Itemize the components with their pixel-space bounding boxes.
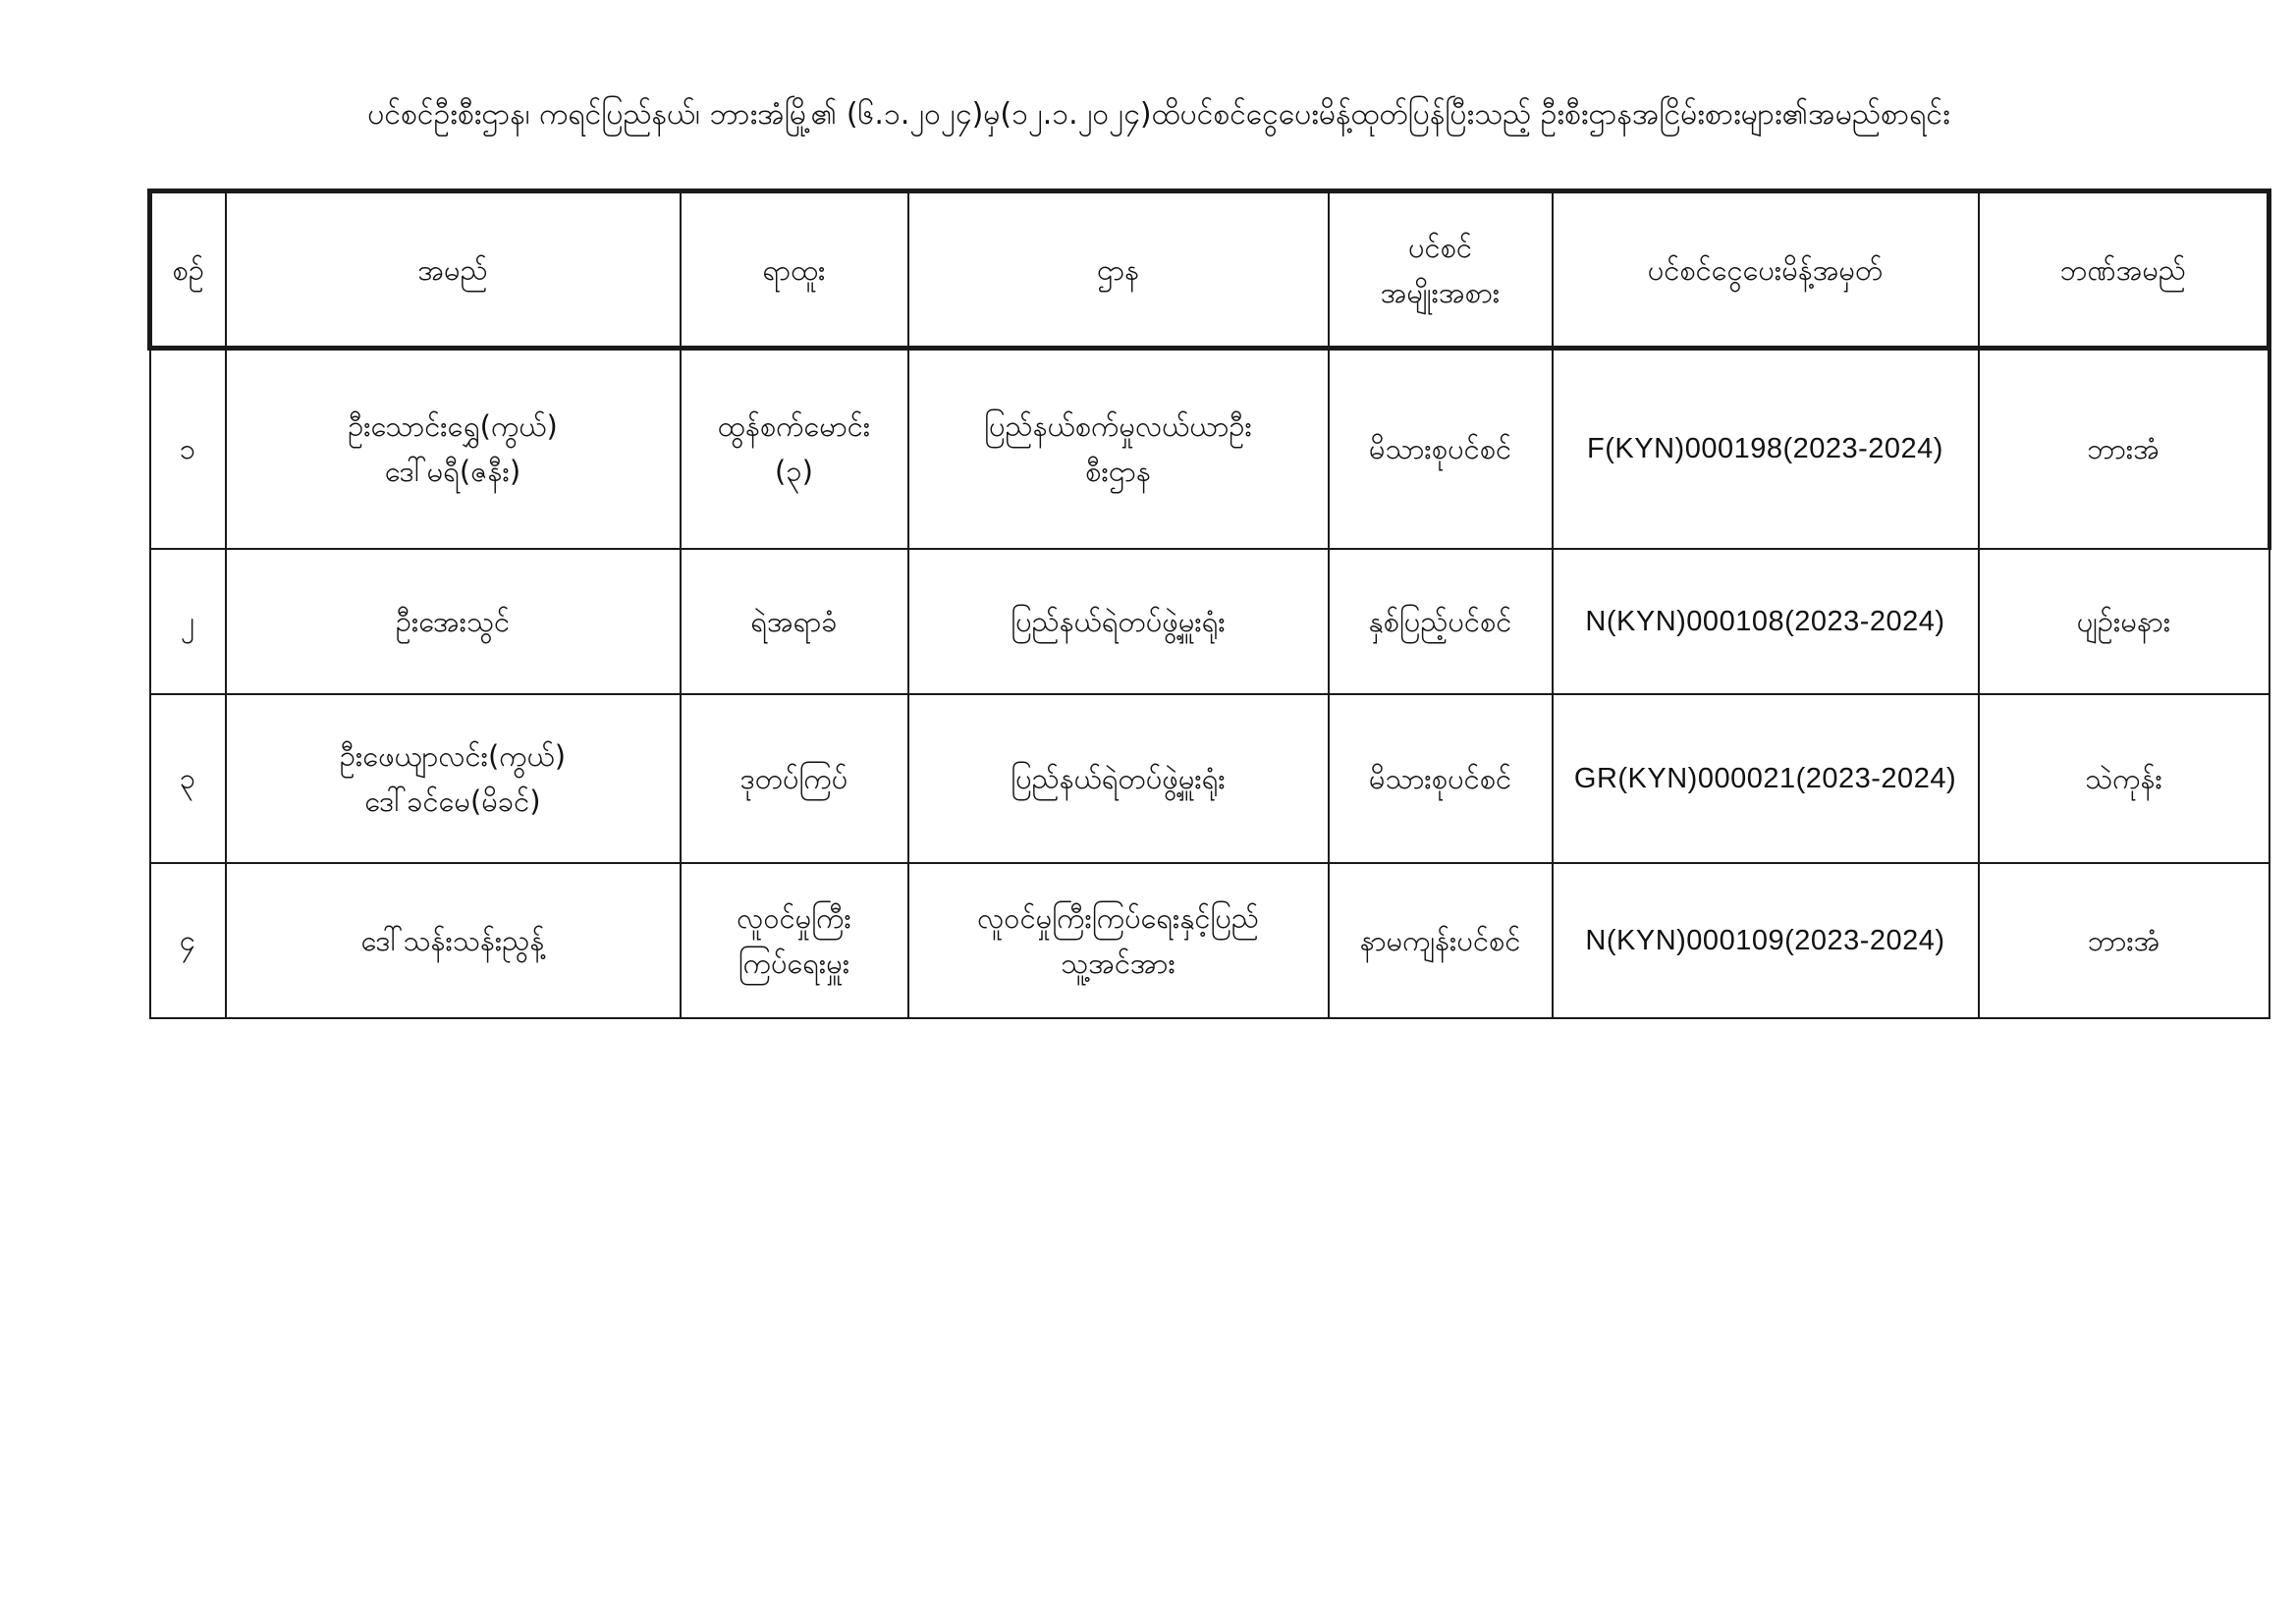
cell-no: ၄ <box>150 863 226 1018</box>
cell-department-line1: ပြည်နယ်ရဲတပ်ဖွဲ့မှူးရုံး <box>1011 761 1226 795</box>
table-row <box>150 863 2269 1018</box>
cell-name-line1: ဒေါ်သန်းသန်းညွန့် <box>360 923 545 957</box>
header-pension-type-line2: အမျိုးအစား <box>1380 275 1501 309</box>
cell-department <box>908 694 1329 863</box>
cell-name-line2: ဒေါ်မရီ(ဇနီး) <box>384 455 521 489</box>
cell-bank: ပျဉ်းမနား <box>1979 549 2269 694</box>
table-row <box>150 349 2269 549</box>
cell-bank: သဲကုန်း <box>1979 694 2269 863</box>
cell-no: ၁ <box>150 349 226 549</box>
cell-department-line1: လူဝင်မှုကြီးကြပ်ရေးနှင့်ပြည် <box>977 900 1259 935</box>
cell-bank: ဘားအံ <box>1979 863 2269 1018</box>
cell-pension-type: နှစ်ပြည့်ပင်စင် <box>1329 549 1553 694</box>
cell-pension-type: နာမကျန်းပင်စင် <box>1329 863 1553 1018</box>
cell-pension-type: မိသားစုပင်စင် <box>1329 694 1553 863</box>
pension-list-table <box>147 189 2271 1019</box>
cell-name-line1: ဦးသောင်းရွှေ(ကွယ်) <box>348 409 558 444</box>
cell-name-line2: ဒေါ်ခင်မေ(မိခင်) <box>364 784 541 818</box>
header-pension-type <box>1329 191 1553 349</box>
cell-name-line1: ဦးအေးသွင် <box>395 604 511 638</box>
cell-rank-line1: လူဝင်မှုကြီး <box>737 900 851 935</box>
cell-pension-number: N(KYN)000108(2023-2024) <box>1553 549 1979 694</box>
cell-rank <box>681 694 908 863</box>
header-department: ဌာန <box>908 191 1329 349</box>
cell-bank: ဘားအံ <box>1979 349 2269 549</box>
cell-rank <box>681 863 908 1018</box>
header-rank: ရာထူး <box>681 191 908 349</box>
cell-name <box>226 863 681 1018</box>
cell-department-line2: စီးဌာန <box>1085 455 1151 489</box>
cell-department-line1: ပြည်နယ်စက်မှုလယ်ယာဦး <box>984 409 1252 444</box>
cell-name <box>226 349 681 549</box>
cell-rank <box>681 349 908 549</box>
cell-no: ၂ <box>150 549 226 694</box>
cell-rank-line2: (၃) <box>775 455 813 489</box>
header-pension-type-line1: ပင်စင် <box>1407 230 1473 264</box>
cell-name <box>226 549 681 694</box>
header-bank: ဘဏ်အမည် <box>1979 191 2269 349</box>
table-row <box>150 694 2269 863</box>
cell-rank-line1: ဒုတပ်ကြပ် <box>739 761 848 795</box>
cell-pension-number: GR(KYN)000021(2023-2024) <box>1553 694 1979 863</box>
table-row <box>150 549 2269 694</box>
cell-rank <box>681 549 908 694</box>
cell-rank-line1: ရဲအရာခံ <box>750 604 838 638</box>
header-pension-number: ပင်စင်ငွေပေးမိန့်အမှတ် <box>1553 191 1979 349</box>
header-name: အမည် <box>226 191 681 349</box>
table-header-row <box>150 191 2269 349</box>
header-no: စဉ် <box>150 191 226 349</box>
cell-department <box>908 863 1329 1018</box>
cell-pension-number: N(KYN)000109(2023-2024) <box>1553 863 1979 1018</box>
cell-rank-line2: ကြပ်ရေးမှူး <box>738 946 850 980</box>
cell-department <box>908 549 1329 694</box>
cell-pension-type: မိသားစုပင်စင် <box>1329 349 1553 549</box>
cell-department <box>908 349 1329 549</box>
cell-department-line2: သူ့အင်အား <box>1061 946 1175 980</box>
cell-name <box>226 694 681 863</box>
cell-name-line1: ဦးဖေယျာလင်း(ကွယ်) <box>339 738 567 773</box>
cell-rank-line1: ထွန်စက်မောင်း <box>717 409 871 444</box>
document-title: ပင်စင်ဦးစီးဌာန၊ ကရင်ပြည်နယ်၊ ဘားအံမြို့၏ (၆.၁.၂၀၂၄)မှ(၁၂.၁.၂၀၂၄)ထိပင်စင်ငွေပေးမိန့်ထုတ်ပြန်ပြီးသည့် ဦးစီးဌာနအငြိမ်းစားများ၏အမည်စာရင်း <box>367 97 1950 132</box>
cell-pension-number: F(KYN)000198(2023-2024) <box>1553 349 1979 549</box>
cell-department-line1: ပြည်နယ်ရဲတပ်ဖွဲ့မှူးရုံး <box>1011 604 1226 638</box>
cell-no: ၃ <box>150 694 226 863</box>
